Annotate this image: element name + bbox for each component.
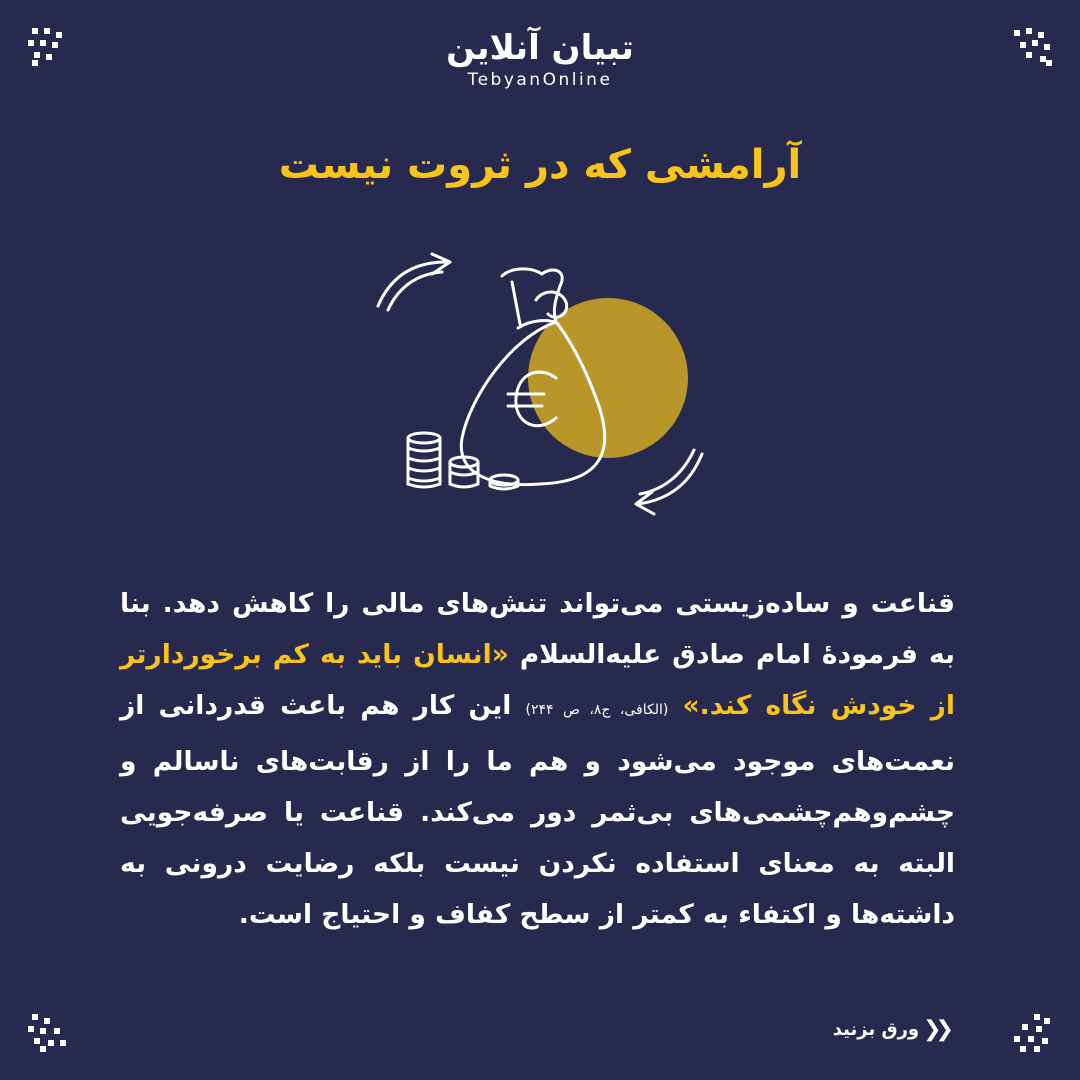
brand-logo-latin: TebyanOnline <box>467 70 613 90</box>
swipe-hint[interactable] <box>833 1017 948 1042</box>
hadith-quote: «انسان باید به کم برخوردارتر از خودش نگاه کند.» <box>120 639 956 721</box>
corner-decoration-bottom-left <box>28 1014 66 1052</box>
body-text-intro: قناعت و ساده‌زیستی می‌تواند تنش‌های مالی را کاهش دهد. بنا به فرمودهٔ امام صادق علیه‌السلام <box>120 588 955 670</box>
brand-logo-persian: تبیان آنلاین <box>446 28 634 68</box>
body-paragraph <box>120 578 955 940</box>
body-text-rest: این کار هم باعث قدردانی از نعمت‌های موجود می‌شود و هم ما را از رقابت‌های ناسالم و چشم‌وهم‌چشمی‌های بی‌ثمر دور می‌کند. قناعت یا صرفه‌جویی البته به معنای استفاده نکردن نیست بلکه رضایت درونی به داشته‌ها و اکتفاء به کمتر از سطح کفاف و احتیاج است. <box>120 690 955 930</box>
brand-logo <box>0 28 1080 90</box>
hadith-reference: (الکافی، ج۸، ص ۲۴۴) <box>525 702 669 718</box>
swipe-label: ورق بزنید <box>832 1019 920 1040</box>
page-title: آرامشی که در ثروت نیست <box>278 142 802 188</box>
curved-arrow-top-icon <box>378 262 446 306</box>
money-bag-illustration <box>360 248 720 532</box>
double-chevron-left-icon: ❮❮ <box>923 1017 948 1042</box>
corner-decoration-bottom-right <box>1014 1014 1052 1052</box>
